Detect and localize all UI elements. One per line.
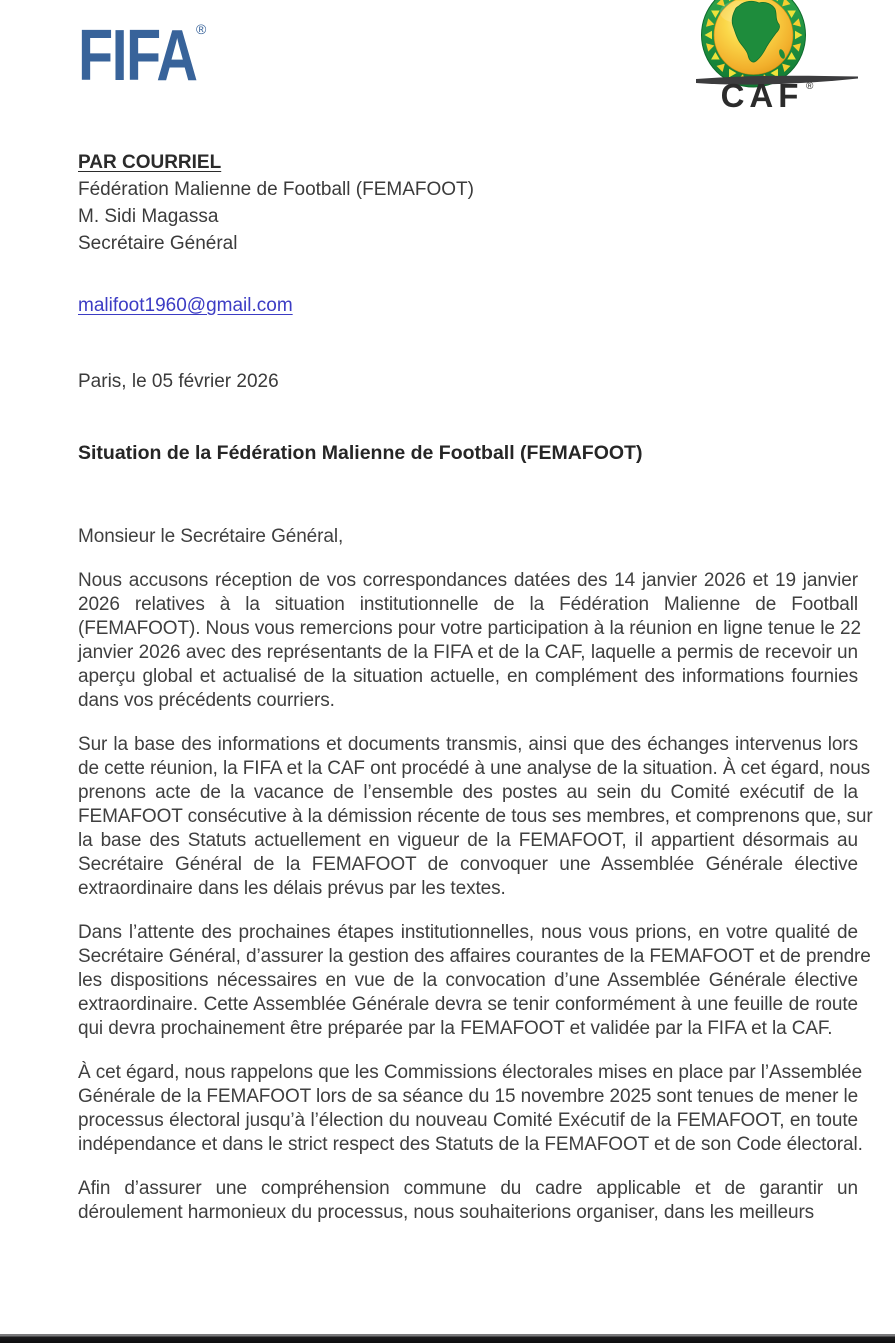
fifa-wordmark: FIFA <box>78 16 197 96</box>
text-line: de cette réunion, la FIFA et la CAF ont procédé à une analyse de la situation. À cet égard, nous <box>78 758 871 779</box>
text-line: processus électoral jusqu’à l’élection du nouveau Comité Exécutif de la FEMAFOOT, en toute <box>78 1110 858 1131</box>
caf-registered-mark: ® <box>806 81 814 92</box>
recipient-block <box>78 149 858 257</box>
text-line: extraordinaire dans les délais prévus par les textes. <box>78 878 506 899</box>
text-line: (FEMAFOOT). Nous vous remercions pour votre participation à la réunion en ligne tenue le 22 <box>78 618 861 639</box>
text-line: déroulement harmonieux du processus, nous souhaiterions organiser, dans les meilleurs <box>78 1202 815 1223</box>
subject-line: Situation de la Fédération Malienne de Football (FEMAFOOT) <box>78 442 643 464</box>
text-line: indépendance et dans le strict respect des Statuts de la FEMAFOOT et de son Code électoral. <box>78 1134 863 1155</box>
text-line: qui devra prochainement être préparée par la FEMAFOOT et validée par la FIFA et la CAF. <box>78 1018 833 1039</box>
text-line: aperçu global et actualisé de la situation actuelle, en complément des informations fournies <box>78 666 858 687</box>
text-line: À cet égard, nous rappelons que les Commissions électorales mises en place par l’Assemblée <box>78 1062 863 1083</box>
screen-bottom-bar <box>0 1334 895 1343</box>
dateline: Paris, le 05 février 2026 <box>78 371 279 392</box>
text-line: FEMAFOOT consécutive à la démission récente de tous ses membres, et comprenons que, sur <box>78 806 873 827</box>
text-line: prenons acte de la vacance de l’ensemble des postes au sein du Comité exécutif de la <box>78 782 858 803</box>
text-line: Nous accusons réception de vos correspondances datées des 14 janvier 2026 et 19 janvier <box>78 570 858 591</box>
text-line: extraordinaire. Cette Assemblée Générale devra se tenir conformément à une feuille de route <box>78 994 858 1015</box>
text-line: la base des Statuts actuellement en vigueur de la FEMAFOOT, il appartient désormais au <box>78 830 858 851</box>
recipient-title: Secrétaire Général <box>78 233 238 254</box>
fifa-registered-mark: ® <box>196 21 207 37</box>
text-line: Dans l’attente des prochaines étapes institutionnelles, nous vous prions, en votre qualité de <box>78 922 858 943</box>
paragraph-3 <box>78 921 871 1041</box>
recipient-name: M. Sidi Magassa <box>78 206 219 227</box>
text-line: Afin d’assurer une compréhension commune du cadre applicable et de garantir un <box>78 1178 858 1199</box>
recipient-organization: Fédération Malienne de Football (FEMAFOOT) <box>78 179 474 200</box>
caf-wordmark: CAF <box>720 77 804 114</box>
paragraph-4 <box>78 1061 863 1157</box>
text-line: Générale de la FEMAFOOT lors de sa séance du 15 novembre 2025 sont tenues de mener le <box>78 1086 859 1107</box>
fifa-logo <box>78 16 207 96</box>
delivery-method: PAR COURRIEL <box>78 152 222 173</box>
text-line: dans vos précédents courriers. <box>78 690 335 711</box>
paragraph-5 <box>78 1177 858 1225</box>
text-line: Sur la base des informations et documents transmis, ainsi que des échanges intervenus lors <box>78 734 858 755</box>
letter-body <box>78 525 873 1245</box>
text-line: 2026 relatives à la situation institutionnelle de la Fédération Malienne de Football <box>78 594 858 615</box>
text-line: Secrétaire Général de la FEMAFOOT de convoquer une Assemblée Générale élective <box>78 854 858 875</box>
paragraph-1 <box>78 569 861 713</box>
salutation: Monsieur le Secrétaire Général, <box>78 526 344 547</box>
caf-logo <box>690 0 865 128</box>
email-line <box>78 292 293 319</box>
text-line: janvier 2026 avec des représentants de la FIFA et de la CAF, laquelle a permis de recevoir un <box>78 642 858 663</box>
text-line: les dispositions nécessaires en vue de la convocation d’une Assemblée Générale élective <box>78 970 858 991</box>
email-link[interactable]: malifoot1960@gmail.com <box>78 295 293 316</box>
text-line: Secrétaire Général, d’assurer la gestion des affaires courantes de la FEMAFOOT et de prendre <box>78 946 871 967</box>
paragraph-2 <box>78 733 873 901</box>
